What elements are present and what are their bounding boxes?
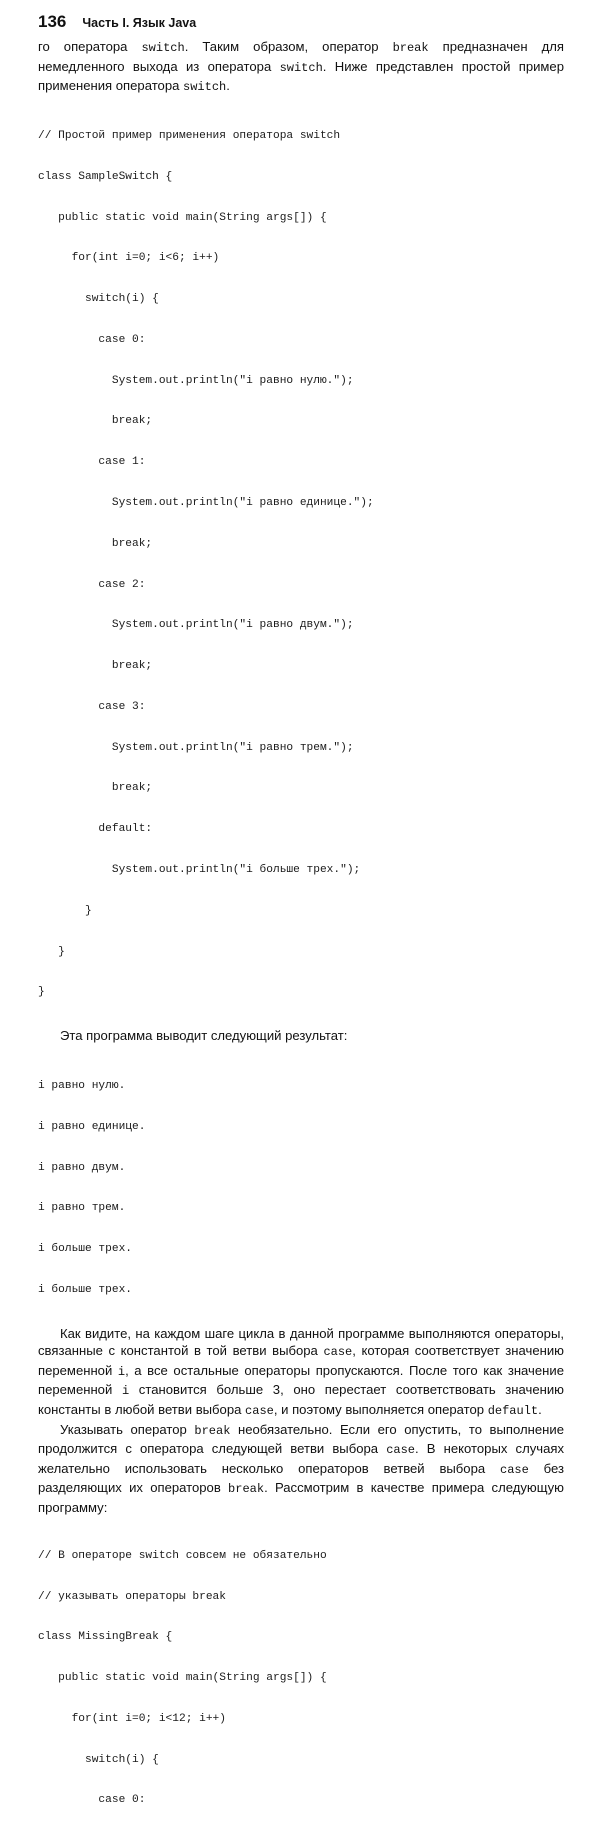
output-line: i равно трем. <box>38 1202 126 1215</box>
code-line: System.out.println("i равно трем."); <box>38 741 354 754</box>
code-line: // В операторе switch совсем не обязательно <box>38 1549 327 1562</box>
output-line: i равно нулю. <box>38 1079 126 1092</box>
text-run: го оператора <box>38 39 142 54</box>
paragraph-intro <box>38 38 564 97</box>
text-run: , а все остальные операторы пропускаются. После того как значение переменной <box>38 1362 564 1398</box>
text-run: . Ниже представлен простой пример применения оператора <box>38 58 564 94</box>
book-page <box>38 12 564 1835</box>
code-line: class MissingBreak { <box>38 1631 173 1644</box>
text-run: предназначен для немедленного выхода из оператора <box>38 39 564 74</box>
code-line: case 1: <box>38 456 146 469</box>
text-run: Указывать оператор <box>60 1421 195 1437</box>
inline-code: case <box>386 1443 416 1458</box>
code-listing-missing-break <box>38 1523 564 1835</box>
inline-code: i <box>117 1364 126 1379</box>
inline-code: case <box>500 1462 529 1477</box>
code-line: case 2: <box>38 578 146 591</box>
text-run: . <box>538 1402 542 1417</box>
text-run: без разделяющих их операторов <box>38 1460 564 1496</box>
code-line: break; <box>38 415 153 428</box>
code-line: case 0: <box>38 333 146 346</box>
code-line: System.out.println("i равно двум."); <box>38 619 354 632</box>
code-line: // Простой пример применения оператора switch <box>38 129 341 142</box>
code-line: } <box>38 986 45 999</box>
code-line: case 0: <box>38 1794 146 1807</box>
inline-code: break <box>194 1423 231 1438</box>
page-number: 136 <box>38 12 67 31</box>
text-run: . <box>226 78 230 94</box>
output-line: i равно единице. <box>38 1120 146 1133</box>
text-run: . Таким образом, оператор <box>184 39 393 54</box>
inline-code: switch <box>141 41 185 55</box>
output-line: i больше трех. <box>38 1243 132 1256</box>
page-header <box>38 12 564 38</box>
code-line: for(int i=0; i<6; i++) <box>38 252 220 265</box>
inline-code: i <box>121 1384 130 1399</box>
code-line: // указывать операторы break <box>38 1590 226 1603</box>
text-run: становится больше 3, оно перестает соответствовать значению константы в любой ветви выбора <box>38 1382 564 1417</box>
paragraph-explanation <box>38 1325 564 1421</box>
inline-code: default <box>487 1404 539 1418</box>
text-run: , и поэтому выполняется оператор <box>273 1402 488 1417</box>
code-line: for(int i=0; i<12; i++) <box>38 1712 226 1725</box>
code-line: class SampleSwitch { <box>38 170 173 183</box>
code-line: System.out.println("i больше трех."); <box>38 864 361 877</box>
text-run: . Рассмотрим в качестве примера следующую программу: <box>38 1480 564 1515</box>
output-line: i равно двум. <box>38 1161 126 1174</box>
code-line: public static void main(String args[]) { <box>38 211 327 224</box>
inline-code: break <box>392 41 429 55</box>
code-line: } <box>38 945 65 958</box>
inline-code: case <box>323 1345 353 1360</box>
code-line: System.out.println("i равно нулю."); <box>38 374 354 387</box>
code-line: case 3: <box>38 700 146 713</box>
inline-code: case <box>245 1404 274 1418</box>
code-line: break; <box>38 782 153 795</box>
text-run: Как видите, на каждом шаге цикла в данной программе выполняются операторы, связанные с константой в той ветви выбора <box>38 1325 564 1359</box>
code-line: switch(i) { <box>38 1753 159 1766</box>
code-line: public static void main(String args[]) { <box>38 1672 327 1685</box>
code-line: default: <box>38 823 153 836</box>
inline-code: break <box>228 1482 265 1497</box>
program-output <box>38 1053 564 1325</box>
code-line: } <box>38 904 92 917</box>
paragraph-break-optional <box>38 1421 564 1517</box>
code-line: break; <box>38 537 153 550</box>
text-run: . В некоторых случаях желательно использовать несколько операторов ветвей выбора <box>38 1441 565 1476</box>
text-run: необязательно. Если его опустить, то выполнение продолжится с оператора следующей ветви выбора <box>38 1421 564 1457</box>
output-line: i больше трех. <box>38 1283 132 1296</box>
code-listing-sample-switch <box>38 103 564 1027</box>
code-line: break; <box>38 660 153 673</box>
paragraph-output-intro: Эта программа выводит следующий результат: <box>60 1028 348 1044</box>
inline-code: switch <box>279 60 323 75</box>
code-line: switch(i) { <box>38 293 159 306</box>
inline-code: switch <box>183 80 227 95</box>
running-title: Часть I. Язык Java <box>82 16 197 30</box>
code-line: System.out.println("i равно единице."); <box>38 497 374 509</box>
text-run: , которая соответствует значению переменной <box>38 1343 564 1378</box>
